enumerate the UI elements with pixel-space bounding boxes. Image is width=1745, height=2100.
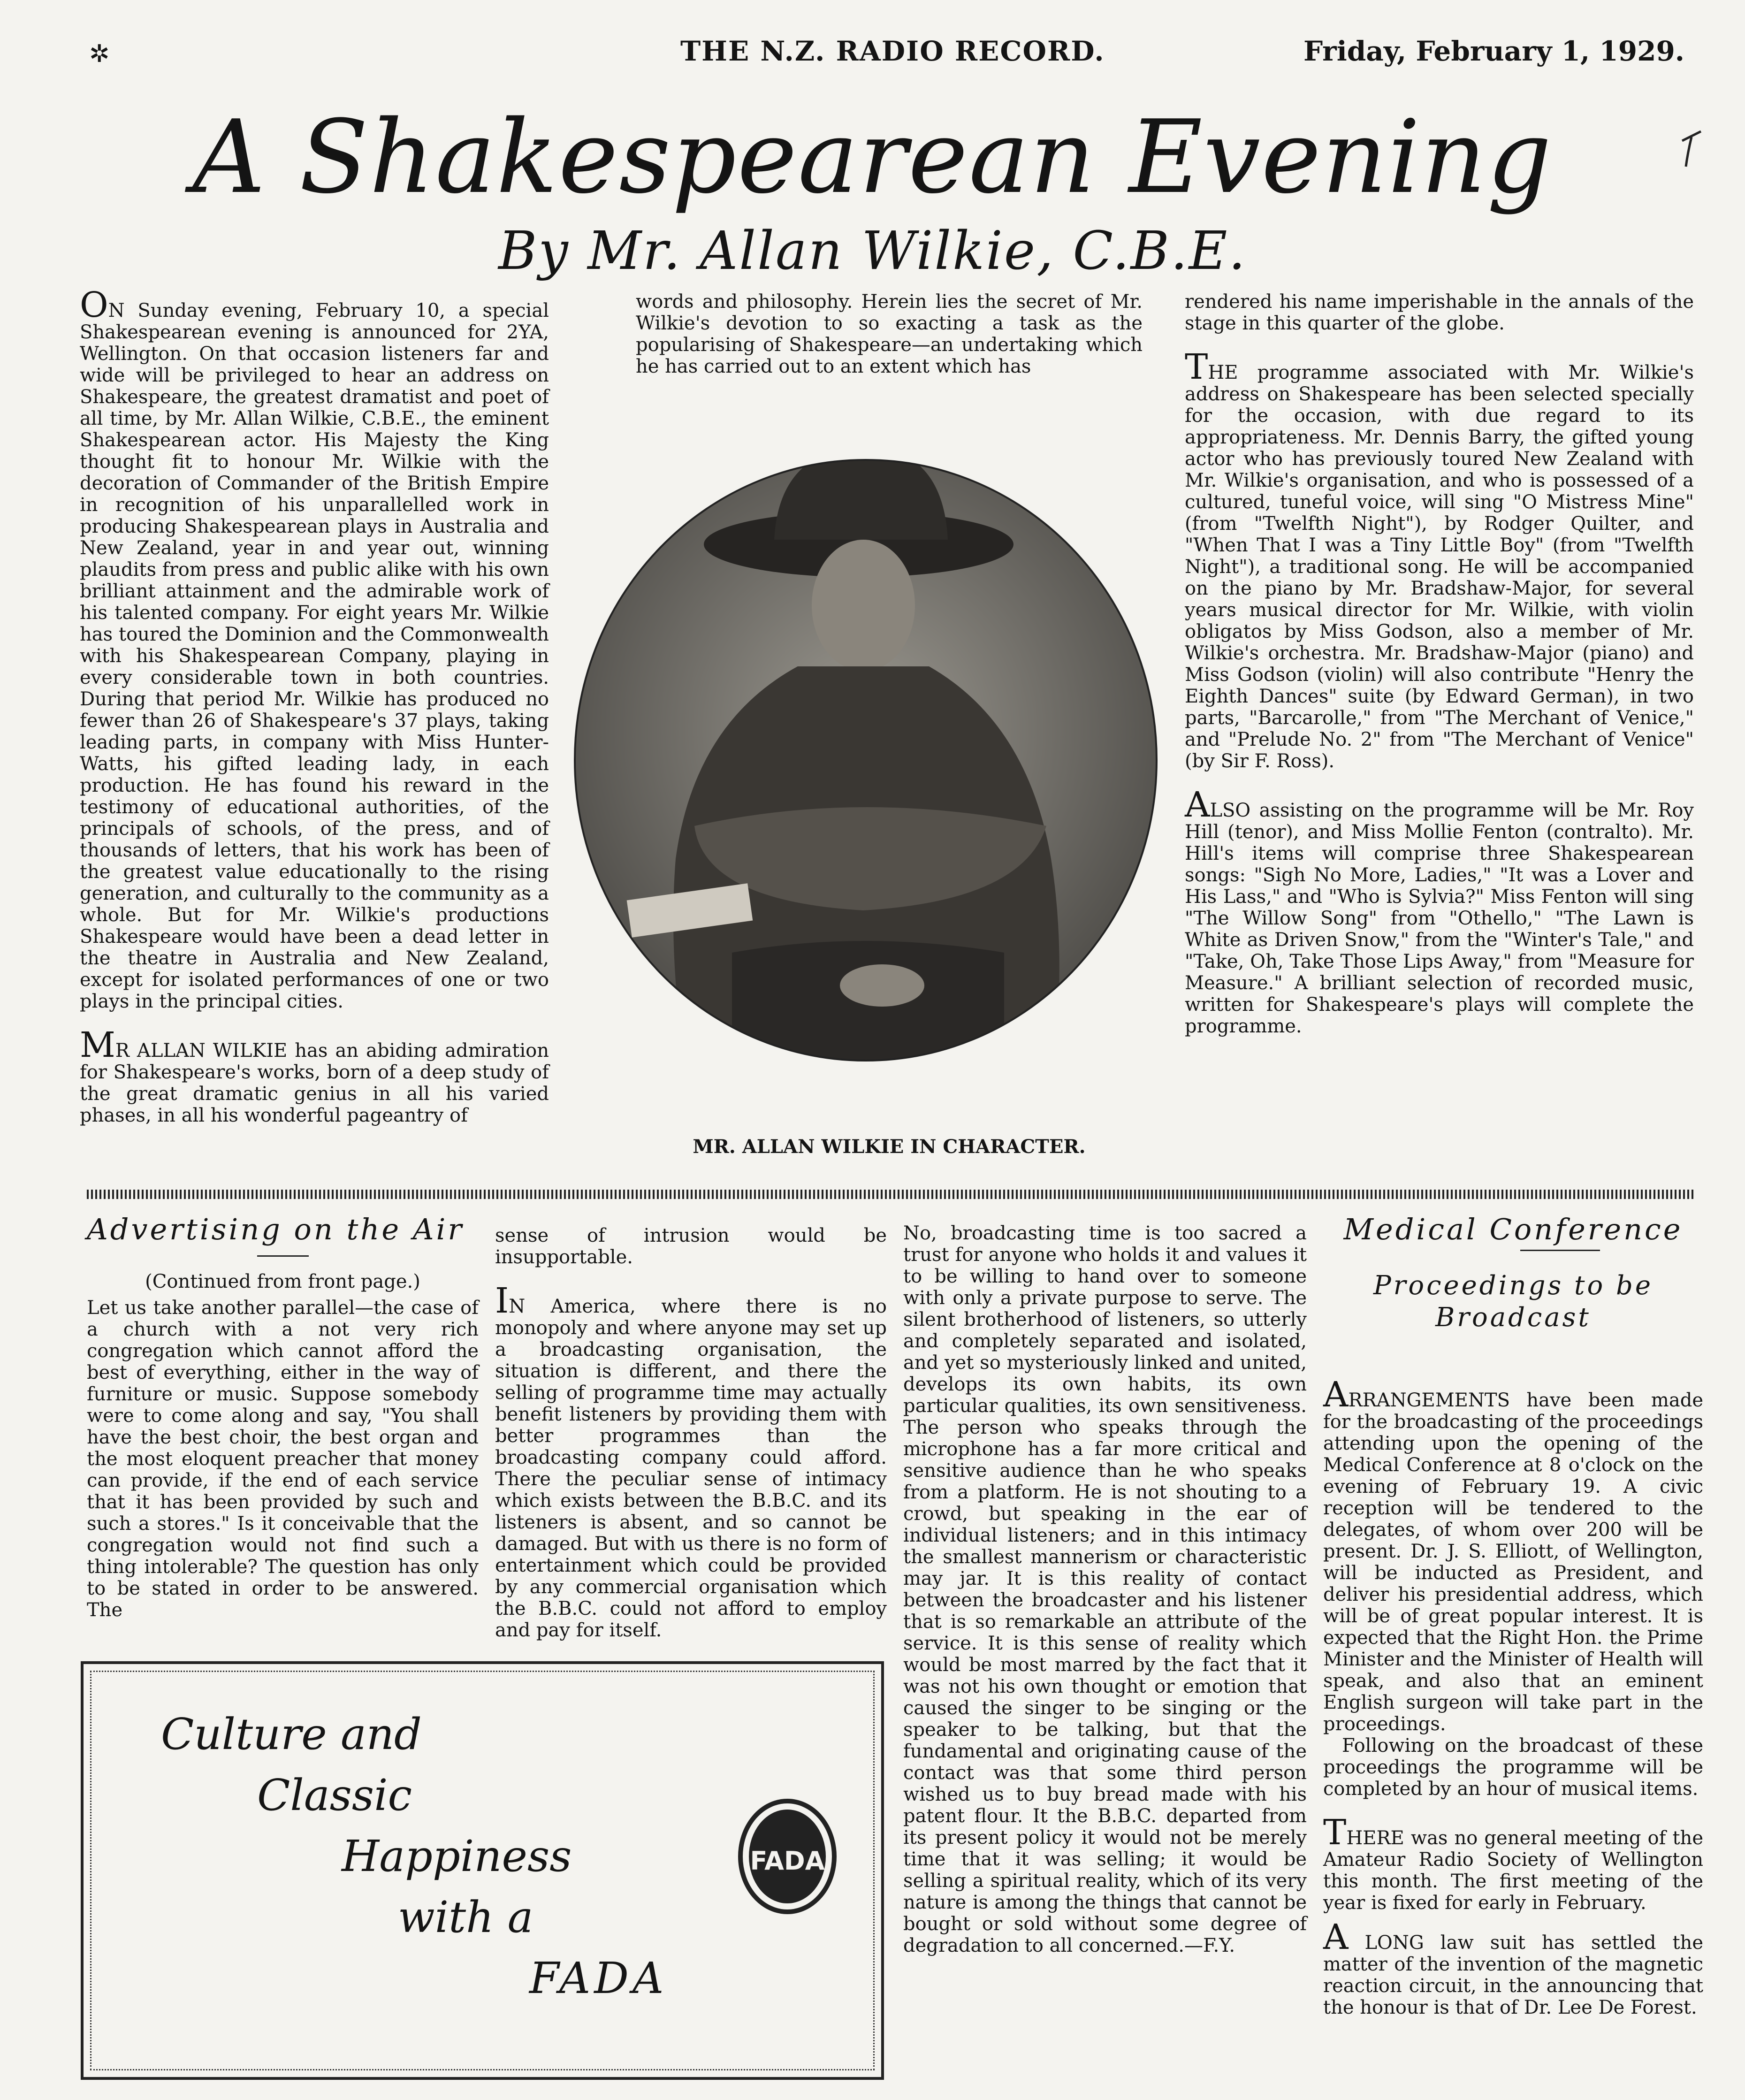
article-paragraph: IN America, where there is no monopoly and where anyone may set up a broadcasting organisation, the situation is different, and there the selling of programme time may actually benefit listeners by providing them with better programmes than the broadcasting company could afford. There the peculiar sense of intimacy which exists between the B.B.C. and its listeners is absent, and so cannot be damaged. But with us there is no form of entertainment which could be provided by any commercial organisation which the B.B.C. could not afford to employ and pay for itself. xyxy=(495,1281,887,1641)
ad-text-line: with a xyxy=(398,1892,533,1942)
article-paragraph: ALSO assisting on the programme will be Mr. Roy Hill (tenor), and Miss Mollie Fenton (contralto). Mr. Hill's items will comprise three Shakespearean songs: "Sigh No More, Ladies," "It was a Lover and His Lass," and "Who is Sylvia?" Miss Fenton will sing "The Willow Song" from "Othello," "The Lawn is White as Driven Snow," from the "Winter's Tale," and "Take, Oh, Take Those Lips Away," from "Measure for Measure." A brilliant selection of recorded music, written for Shakespeare's plays will complete the programme. xyxy=(1185,785,1694,1037)
drop-cap: T xyxy=(1323,1812,1347,1853)
article-paragraph: A LONG law suit has settled the matter of the invention of the magnetic reaction circuit, in the announcing that the honour is that of Dr. Lee De Forest. xyxy=(1323,1917,1703,2018)
drop-cap: I xyxy=(495,1281,509,1321)
issue-date: Friday, February 1, 1929. xyxy=(1303,35,1684,67)
article-paragraph: rendered his name imperishable in the annals of the stage in this quarter of the globe. xyxy=(1185,291,1694,334)
drop-cap: T xyxy=(1185,347,1208,387)
masthead-ornament: ✲ xyxy=(89,40,110,68)
publication-name: THE N.Z. RADIO RECORD. xyxy=(680,35,1105,67)
ad-text-line: Happiness xyxy=(342,1831,572,1881)
article-title: A Shakespearean Evening xyxy=(192,98,1553,216)
ad-text-line: Classic xyxy=(257,1770,412,1820)
article-paragraph: ON Sunday evening, February 10, a special Shakespearean evening is announced for 2YA, Wellington. On that occasion listeners far and wide will be privileged to hear an address on Shakespeare, the greatest dramatist and poet of all time, by Mr. Allan Wilkie, C.B.E., the eminent Shakespearean actor. His Majesty the King thought fit to honour Mr. Wilkie with the decoration of Commander of the British Empire in recognition of his unparallelled work in producing Shakespearean plays in Australia and New Zealand, year in and year out, winning plaudits from press and public alike with his own brilliant attainment and the admirable work of his talented company. For eight years Mr. Wilkie has toured the Dominion and the Commonwealth with his Shakespearean Company, playing in every considerable town in both countries. During that period Mr. Wilkie has produced no fewer than 26 of Shakespeare's 37 plays, taking leading parts, in company with Miss Hunter-Watts, his gifted leading lady, in each production. He has found his reward in the testimony of educational authorities, of the principals of schools, of the press, and of thousands of letters, that his work has been of the greatest value educationally to the rising generation, and culturally to the community as a whole. But for Mr. Wilkie's productions Shakespeare would have been a dead letter in the theatre in Australia and New Zealand, except for isolated performances of one or two plays in the principal cities. xyxy=(80,285,549,1012)
article-column-3 xyxy=(1185,291,1694,1056)
article-paragraph: ARRANGEMENTS have been made for the broadcasting of the proceedings attending upon the opening of the Medical Conference at 8 o'clock on the evening of February 19. A civic reception will be tendered to the delegates, of whom over 200 will be present. Dr. J. S. Elliott, of Wellington, will be inducted as President, and deliver his presidential address, which will be of great popular interest. It is expected that the Right Hon. the Prime Minister and the Minister of Health will speak, and also that an eminent English surgeon will take part in the proceedings. xyxy=(1323,1375,1703,1735)
article-column-1 xyxy=(80,285,549,1145)
article-paragraph: MR ALLAN WILKIE has an abiding admiration for Shakespeare's works, born of a deep study of the great dramatic genius in all his varied phases, in all his wonderful pageantry of xyxy=(80,1025,549,1126)
advertising-section xyxy=(87,1213,479,1621)
ad-text-line: Culture and xyxy=(161,1709,422,1759)
article-paragraph: THE programme associated with Mr. Wilkie's address on Shakespeare has been selected specially for the occasion, with due regard to its appropriateness. Mr. Dennis Barry, the gifted young actor who has previously toured New Zealand with Mr. Wilkie's organisation, and who is possessed of a cultured, tuneful voice, will sing "O Mistress Mine" (from "Twelfth Night"), by Rodger Quilter, and "When That I was a Tiny Little Boy" (from "Twelfth Night"), a traditional song. He will be accompanied on the piano by Mr. Bradshaw-Major, for several years musical director for Mr. Wilkie, with violin obligatos by Miss Godson, also a member of Mr. Wilkie's orchestra. Mr. Bradshaw-Major (piano) and Miss Godson (violin) will also contribute "Henry the Eighth Dances" suite (by Edward German), in two parts, "Barcarolle," from "The Merchant of Venice," and "Prelude No. 2" from "The Merchant of Venice" (by Sir F. Ross). xyxy=(1185,347,1694,772)
section-heading: Advertising on the Air xyxy=(87,1212,464,1246)
article-byline: By Mr. Allan Wilkie, C.B.E. xyxy=(498,221,1247,282)
photo-caption: MR. ALLAN WILKIE IN CHARACTER. xyxy=(693,1136,1086,1158)
heading-rule xyxy=(1520,1250,1600,1251)
section-subheading: Proceedings to be Broadcast xyxy=(1373,1270,1654,1333)
medical-section xyxy=(1323,1213,1703,2037)
article-paragraph: Let us take another parallel—the case of a church with a not very rich congregation which cannot afford the best of everything, either in the way of furniture or music. Suppose somebody were to come along and say, "You shall have the best choir, the best organ and the most eloquent preacher that money can provide, if the end of each service that it has been provided by such and such a stores." Is it conceivable that the congregation would not find such a thing intolerable? The question has only to be stated in order to be answered. The xyxy=(87,1297,479,1621)
article-paragraph: words and philosophy. Herein lies the secret of Mr. Wilkie's devotion to so exacting a task as the popularising of Shakespeare—an undertaking which he has carried out to an extent which has xyxy=(636,291,1143,377)
article-paragraph: No, broadcasting time is too sacred a trust for anyone who holds it and values it to be willing to hand over to someone with only a private purpose to serve. The silent brotherhood of listeners, so utterly and completely separated and isolated, and yet so mysteriously linked and united, develops its own habits, its own particular qualities, its own sensitiveness. The person who speaks through the microphone has a far more critical and sensitive audience than he who speaks from a platform. He is not shouting to a crowd, but speaking in the ear of individual listeners; and in this intimacy the smallest mannerism or characteristic may jar. It is this reality of contact between the broadcaster and his listener that is so remarkable an attribute of the service. It is this sense of reality which would be most marred by the fact that it was not his own thought or emotion that caused the singer to be singing or the speaker to be talking, but that the fundamental and originating cause of the contact was that some third person wished us to buy bread made with his patent flour. It the B.B.C. departed from its present policy it would not be merely time that it was selling; it would be selling a spiritual reality, which of its very nature is among the things that cannot be bought or sold without some degree of degradation to all concerned.—F.Y. xyxy=(903,1222,1307,1956)
advertising-column-2 xyxy=(495,1225,887,1660)
drop-cap: A xyxy=(1323,1917,1349,1957)
masthead xyxy=(70,26,1684,82)
advertising-column-3 xyxy=(903,1222,1307,1975)
fada-advertisement xyxy=(81,1661,884,2080)
article-paragraph: THERE was no general meeting of the Amateur Radio Society of Wellington this month. The first meeting of the year is fixed for early in February. xyxy=(1323,1812,1703,1914)
drop-cap: O xyxy=(80,285,108,325)
article-paragraph: Following on the broadcast of these proceedings the programme will be completed by an hour of musical items. xyxy=(1323,1735,1703,1800)
continued-note: (Continued from front page.) xyxy=(145,1271,420,1292)
fada-logo-icon xyxy=(736,1795,839,1917)
ad-text-line: FADA xyxy=(529,1953,668,2003)
drop-cap: A xyxy=(1185,785,1210,825)
heading-rule xyxy=(257,1255,309,1257)
portrait-photo xyxy=(554,366,1178,1103)
section-heading: Medical Conference xyxy=(1343,1212,1683,1246)
drop-cap: M xyxy=(80,1025,115,1065)
drop-cap: A xyxy=(1323,1375,1349,1415)
article-paragraph: sense of intrusion would be insupportable. xyxy=(495,1225,887,1268)
section-divider xyxy=(87,1190,1694,1199)
fada-logo-text: FADA xyxy=(750,1846,825,1876)
